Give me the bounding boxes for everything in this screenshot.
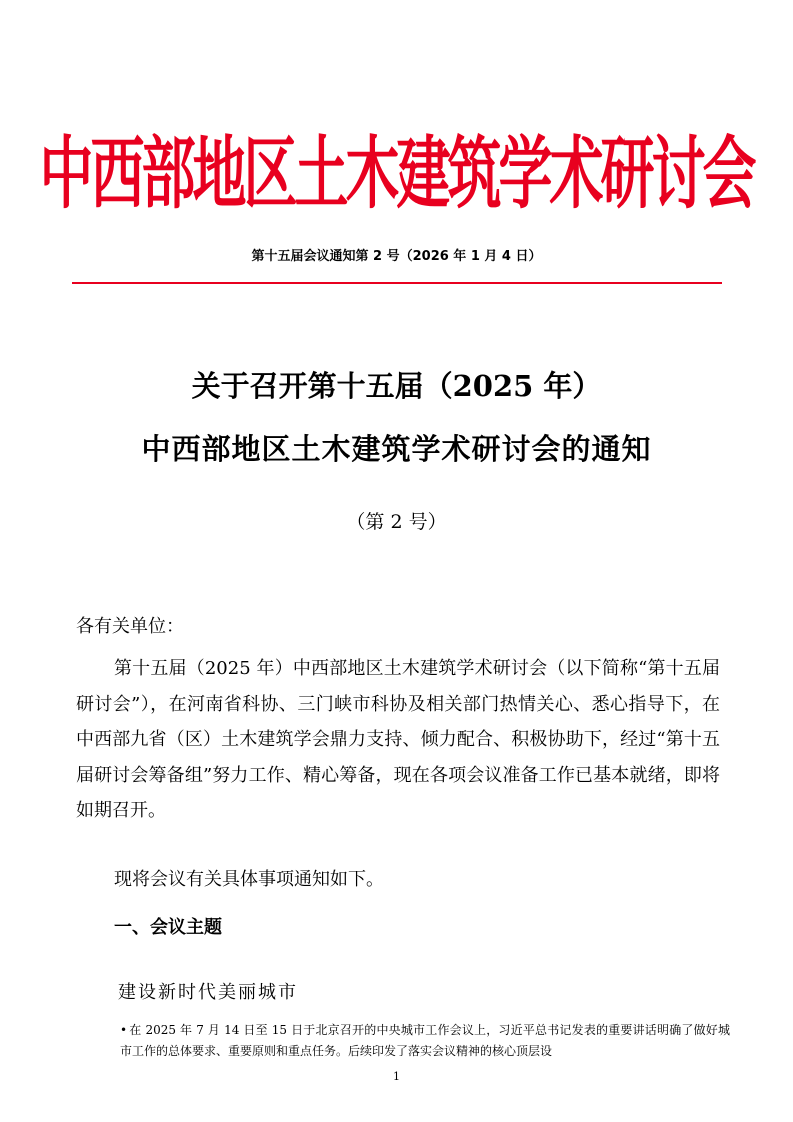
bullet-marker: • [120, 1023, 128, 1037]
document-title-line2: 中西部地区土木建筑学术研讨会的通知 [141, 432, 652, 466]
section-heading-theme: 一、会议主题 [114, 917, 222, 938]
body-paragraph-notice: 现将会议有关具体事项通知如下。 [114, 869, 384, 890]
body-paragraph-intro: 第十五届（2025 年）中西部地区土木建筑学术研讨会（以下简称“第十五届研讨会”），在河南省科协、三门峡市科协及相关部门热情关心、悉心指导下，在中西部九省（区）土木建筑学会鼎力支持、倾力配合、积极协助下，经过“第十五届研讨会筹备组”努力工作、精心筹备，现在各项会议准备工作已基本就绪，即将如期召开。 [76, 658, 720, 822]
salutation: 各有关单位： [76, 616, 184, 637]
issue-line: 第十五届会议通知第 2 号（2026 年 1 月 4 日） [251, 249, 542, 264]
bullet-item [120, 1020, 730, 1062]
bullet-text: 在 2025 年 7 月 14 日至 15 日于北京召开的中央城市工作会议上，习近平总书记发表的重要讲话明确了做好城市工作的总体要求、重要原则和重点任务。后续印发了落实会议精神的核心顶层设 [120, 1023, 730, 1058]
document-number: （第 2 号） [346, 511, 447, 533]
conference-theme: 建设新时代美丽城市 [118, 982, 298, 1003]
page-number: 1 [393, 1070, 400, 1083]
banner-title: 中西部地区土木建筑学术研讨会 [39, 126, 754, 220]
document-title-line1: 关于召开第十五届（2025 年） [191, 369, 602, 403]
red-divider [72, 282, 722, 284]
